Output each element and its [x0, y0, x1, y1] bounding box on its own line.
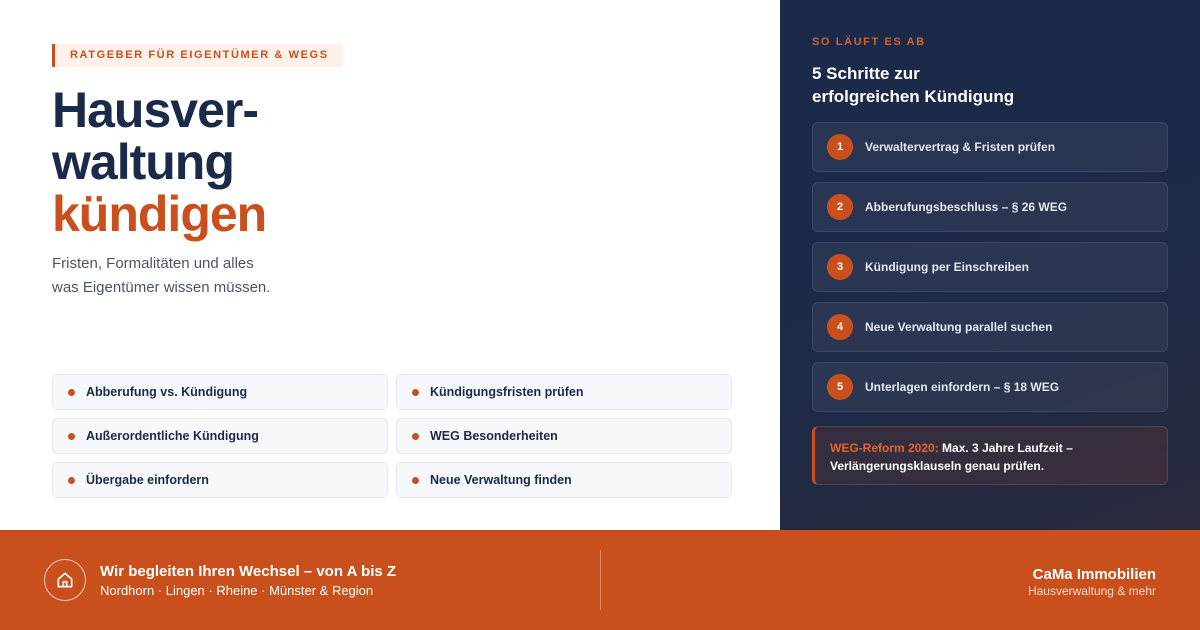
- bullet-dot-icon: [412, 389, 419, 396]
- steps-eyebrow: SO LÄUFT ES AB: [812, 36, 926, 48]
- step-number: 1: [827, 134, 853, 160]
- steps-list: [812, 122, 1168, 422]
- footer-title: Wir begleiten Ihren Wechsel – von A bis Z: [100, 563, 397, 580]
- title-line-2: waltung: [52, 134, 234, 190]
- title-line-1: Hausver-: [52, 82, 258, 138]
- step-number: 2: [827, 194, 853, 220]
- chip-label: Kündigungsfristen prüfen: [430, 385, 584, 399]
- bullet-dot-icon: [68, 433, 75, 440]
- chip-label: Außerordentliche Kündigung: [86, 429, 259, 443]
- step-text: Kündigung per Einschreiben: [865, 260, 1030, 274]
- footer-bar: [0, 530, 1200, 630]
- eyebrow-badge: RATGEBER FÜR EIGENTÜMER & WEGS: [52, 44, 343, 67]
- step-number: 5: [827, 374, 853, 400]
- subline-line-1: Fristen, Formalitäten und alles: [52, 255, 254, 272]
- topic-chip: [52, 374, 388, 410]
- step-item: [812, 122, 1168, 172]
- steps-panel: [780, 0, 1200, 530]
- step-number: 4: [827, 314, 853, 340]
- topic-chip: [52, 462, 388, 498]
- steps-title-line-1: 5 Schritte zur: [812, 64, 920, 83]
- topic-chips: [52, 374, 732, 498]
- bullet-dot-icon: [68, 477, 75, 484]
- step-text: Unterlagen einfordern – § 18 WEG: [865, 380, 1060, 394]
- reform-callout: [812, 426, 1168, 485]
- chip-label: WEG Besonderheiten: [430, 429, 558, 443]
- reform-text: Max. 3 Jahre Laufzeit –: [942, 441, 1073, 455]
- step-text: Abberufungsbeschluss – § 26 WEG: [865, 200, 1068, 214]
- chip-label: Übergabe einfordern: [86, 473, 209, 487]
- chip-label: Neue Verwaltung finden: [430, 473, 572, 487]
- topic-chip: [396, 418, 732, 454]
- brand-tagline: Hausverwaltung & mehr: [1027, 584, 1156, 598]
- brand-name: CaMa Immobilien: [1032, 566, 1156, 583]
- footer-divider: [600, 550, 601, 610]
- topic-chip: [396, 462, 732, 498]
- chip-label: Abberufung vs. Kündigung: [86, 385, 248, 399]
- reform-line-2: Verlängerungsklauseln genau prüfen.: [830, 459, 1045, 473]
- footer-subtitle: Nordhorn · Lingen · Rheine · Münster & Region: [100, 583, 374, 598]
- step-item: [812, 362, 1168, 412]
- bullet-dot-icon: [68, 389, 75, 396]
- step-text: Verwaltervertrag & Fristen prüfen: [865, 140, 1056, 154]
- topic-chip: [396, 374, 732, 410]
- page-title: [52, 84, 266, 240]
- reform-label: WEG-Reform 2020:: [830, 441, 939, 455]
- step-item: [812, 302, 1168, 352]
- reform-line-1: [830, 439, 1153, 457]
- steps-title-line-2: erfolgreichen Kündigung: [812, 87, 1015, 106]
- subline: [52, 252, 312, 300]
- title-accent: kündigen: [52, 186, 267, 242]
- step-item: [812, 182, 1168, 232]
- home-icon: [44, 559, 86, 601]
- subline-line-2: was Eigentümer wissen müssen.: [52, 279, 271, 296]
- steps-title: [812, 62, 1014, 108]
- step-number: 3: [827, 254, 853, 280]
- brand: [1028, 566, 1156, 598]
- topic-chip: [52, 418, 388, 454]
- step-text: Neue Verwaltung parallel suchen: [865, 320, 1053, 334]
- bullet-dot-icon: [412, 433, 419, 440]
- bullet-dot-icon: [412, 477, 419, 484]
- step-item: [812, 242, 1168, 292]
